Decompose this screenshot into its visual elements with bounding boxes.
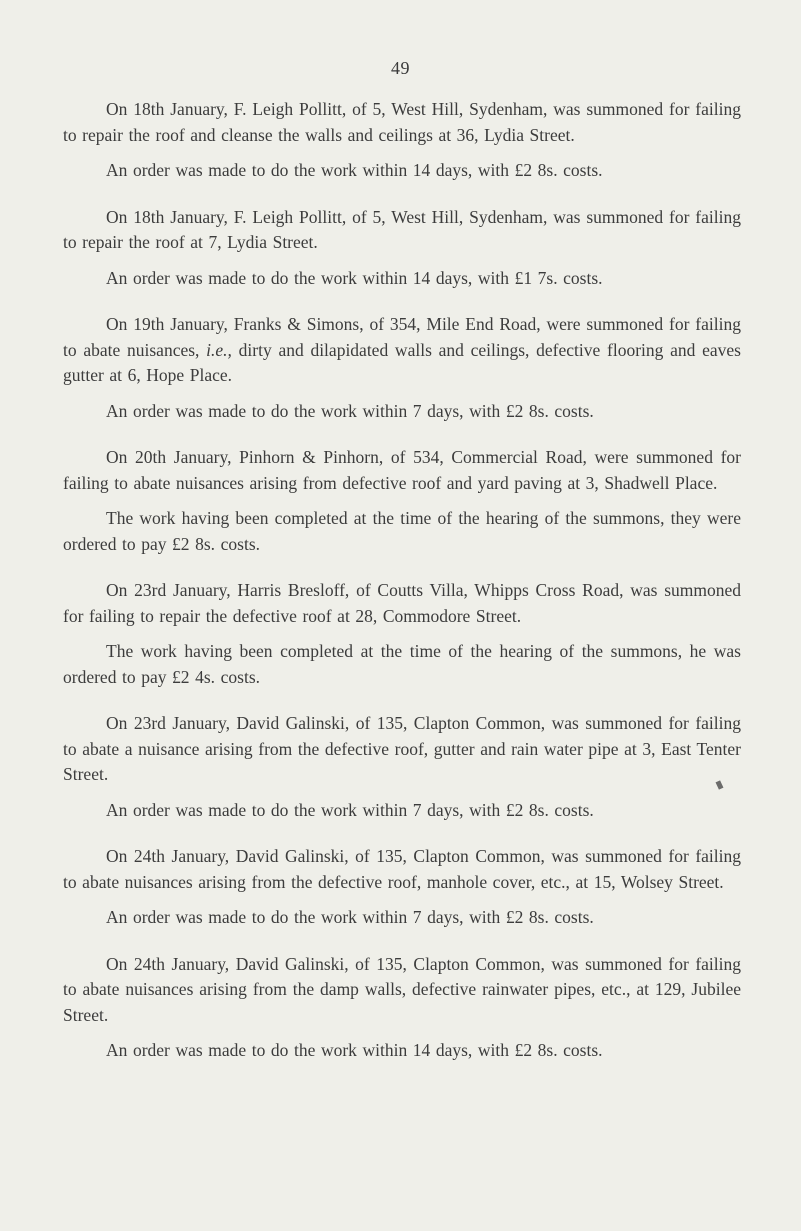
paragraph-order: The work having been completed at the time of the hearing of the summons, he was ordered to pay £2 4s. costs. [63,641,741,687]
paragraph-summons: On 24th January, David Galinski, of 135, Clapton Common, was summoned for failing to abate nuisances arising from the damp walls, defective rainwater pipes, etc., at 129, Jubilee Street. [63,953,741,1025]
paragraph-summons: On 19th January, Franks & Simons, of 354, Mile End Road, were summoned for failing to abate nuisances, i.e., dirty and dilapidated walls and ceilings, defective flooring and eaves gutter at 6, Hope Place. [63,314,741,385]
paragraph-summons: On 23rd January, Harris Bresloff, of Coutts Villa, Whipps Cross Road, was summoned for failing to repair the defective roof at 28, Commodore Street. [63,580,741,626]
paragraph-summons: On 20th January, Pinhorn & Pinhorn, of 534, Commercial Road, were summoned for failing to abate nuisances arising from defective roof and yard paving at 3, Shadwell Place. [63,447,741,493]
paragraph-order: An order was made to do the work within 7 days, with £2 8s. costs. [106,799,594,820]
paragraph-order: An order was made to do the work within 14 days, with £2 8s. costs. [106,160,603,180]
paragraph-order: An order was made to do the work within 14 days, with £2 8s. costs. [106,1040,603,1060]
paragraph-summons: On 18th January, F. Leigh Pollitt, of 5, West Hill, Sydenham, was summoned for failing to repair the roof at 7, Lydia Street. [63,206,741,252]
paragraph-order: An order was made to do the work within 7 days, with £2 8s. costs. [106,907,594,927]
paragraph-summons: On 23rd January, David Galinski, of 135, Clapton Common, was summoned for failing to abate a nuisance arising from the defective roof, gutter and rain water pipe at 3, East Tenter Street. [63,713,741,784]
italic-abbreviation: i.e., [206,339,232,360]
body-text [63,97,741,1085]
paragraph-order: An order was made to do the work within 7 days, with £2 8s. costs. [106,400,594,421]
paragraph-order: An order was made to do the work within 14 days, with £1 7s. costs. [106,267,603,288]
page-number: 49 [391,58,410,78]
paragraph-order: The work having been completed at the time of the hearing of the summons, they were ordered to pay £2 8s. costs. [63,508,741,554]
paragraph-summons: On 18th January, F. Leigh Pollitt, of 5, West Hill, Sydenham, was summoned for failing to repair the roof and cleanse the walls and ceilings at 36, Lydia Street. [63,99,741,145]
paragraph-summons: On 24th January, David Galinski, of 135, Clapton Common, was summoned for failing to abate nuisances arising from the defective roof, manhole cover, etc., at 15, Wolsey Street. [63,846,741,892]
